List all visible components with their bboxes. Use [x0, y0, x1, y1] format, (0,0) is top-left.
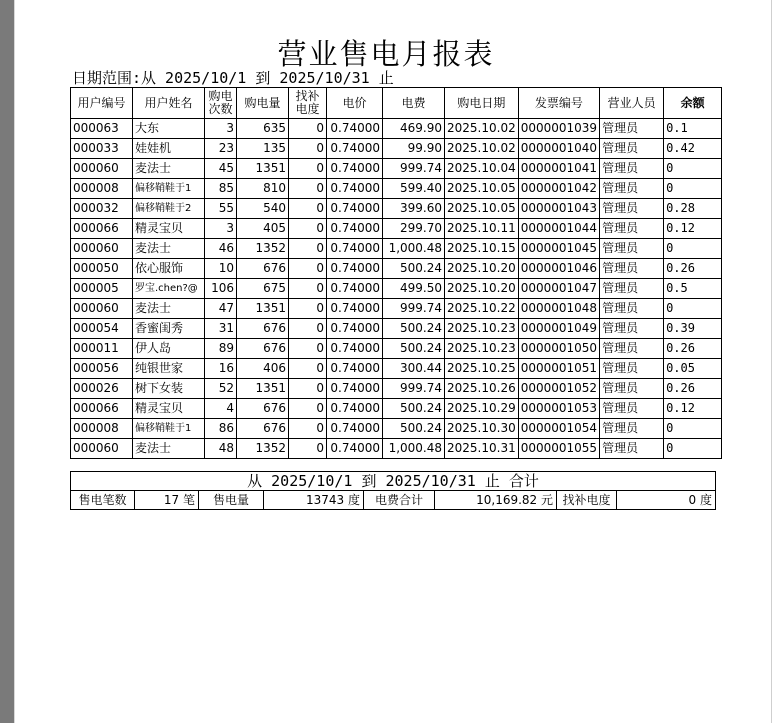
summary-adjust-value: 0 度 [688, 493, 712, 507]
cell-user-name: 香蜜闺秀 [133, 319, 205, 339]
cell-adjust: 0 [289, 219, 327, 239]
cell-user-id: 000060 [71, 439, 133, 459]
cell-purchase-count: 106 [205, 279, 237, 299]
cell-date: 2025.10.31 [445, 439, 519, 459]
cell-purchase-count: 46 [205, 239, 237, 259]
cell-invoice: 0000001049 [518, 319, 599, 339]
date-range: 日期范围:从 2025/10/1 到 2025/10/31 止 [72, 69, 394, 87]
cell-energy: 1351 [237, 159, 289, 179]
cell-adjust: 0 [289, 359, 327, 379]
cell-balance: 0 [664, 159, 722, 179]
cell-purchase-count: 89 [205, 339, 237, 359]
cell-balance: 0.05 [664, 359, 722, 379]
cell-user-name: 大东 [133, 119, 205, 139]
cell-user-name: 麦法士 [133, 439, 205, 459]
cell-operator: 管理员 [600, 299, 664, 319]
table-row [71, 159, 722, 179]
cell-energy: 405 [237, 219, 289, 239]
cell-adjust: 0 [289, 119, 327, 139]
cell-user-id: 000033 [71, 139, 133, 159]
table-row [71, 179, 722, 199]
cell-adjust: 0 [289, 279, 327, 299]
cell-user-name: 罗宝.chen?@ [133, 279, 205, 299]
cell-purchase-count: 52 [205, 379, 237, 399]
cell-operator: 管理员 [600, 219, 664, 239]
cell-operator: 管理员 [600, 379, 664, 399]
cell-energy: 1351 [237, 299, 289, 319]
cell-user-id: 000066 [71, 399, 133, 419]
cell-fee: 1,000.48 [383, 439, 445, 459]
cell-balance: 0 [664, 179, 722, 199]
cell-energy: 1352 [237, 439, 289, 459]
summary-count-label: 售电笔数 [71, 491, 135, 509]
cell-price: 0.74000 [327, 159, 383, 179]
cell-user-id: 000060 [71, 239, 133, 259]
cell-operator: 管理员 [600, 259, 664, 279]
header-price: 电价 [327, 88, 383, 119]
cell-user-name: 娃娃机 [133, 139, 205, 159]
cell-energy: 676 [237, 339, 289, 359]
cell-balance: 0.26 [664, 259, 722, 279]
cell-purchase-count: 16 [205, 359, 237, 379]
cell-price: 0.74000 [327, 119, 383, 139]
cell-energy: 676 [237, 259, 289, 279]
cell-date: 2025.10.20 [445, 259, 519, 279]
cell-adjust: 0 [289, 259, 327, 279]
cell-user-id: 000066 [71, 219, 133, 239]
header-user-name: 用户姓名 [133, 88, 205, 119]
cell-user-name: 精灵宝贝 [133, 219, 205, 239]
cell-purchase-count: 47 [205, 299, 237, 319]
header-adjust: 找补电度 [289, 88, 327, 119]
header-user-id: 用户编号 [71, 88, 133, 119]
cell-user-name: 依心服饰 [133, 259, 205, 279]
cell-operator: 管理员 [600, 239, 664, 259]
cell-adjust: 0 [289, 379, 327, 399]
cell-balance: 0 [664, 239, 722, 259]
cell-price: 0.74000 [327, 239, 383, 259]
cell-fee: 300.44 [383, 359, 445, 379]
cell-price: 0.74000 [327, 399, 383, 419]
cell-date: 2025.10.15 [445, 239, 519, 259]
cell-date: 2025.10.23 [445, 319, 519, 339]
header-operator: 营业人员 [600, 88, 664, 119]
left-margin-bar [0, 0, 14, 723]
cell-user-name: 麦法士 [133, 159, 205, 179]
cell-price: 0.74000 [327, 379, 383, 399]
table-row [71, 399, 722, 419]
summary-count-value: 17 笔 [135, 491, 199, 509]
cell-operator: 管理员 [600, 179, 664, 199]
cell-balance: 0 [664, 439, 722, 459]
header-fee: 电费 [383, 88, 445, 119]
cell-user-id: 000032 [71, 199, 133, 219]
table-row [71, 199, 722, 219]
cell-adjust: 0 [289, 439, 327, 459]
cell-fee: 1,000.48 [383, 239, 445, 259]
cell-operator: 管理员 [600, 319, 664, 339]
cell-energy: 540 [237, 199, 289, 219]
cell-operator: 管理员 [600, 359, 664, 379]
cell-balance: 0.26 [664, 379, 722, 399]
cell-user-id: 000056 [71, 359, 133, 379]
cell-balance: 0.39 [664, 319, 722, 339]
cell-fee: 500.24 [383, 319, 445, 339]
summary-fee-label: 电费合计 [364, 491, 435, 509]
cell-fee: 499.50 [383, 279, 445, 299]
cell-date: 2025.10.25 [445, 359, 519, 379]
cell-price: 0.74000 [327, 419, 383, 439]
cell-purchase-count: 45 [205, 159, 237, 179]
cell-balance: 0.1 [664, 119, 722, 139]
cell-invoice: 0000001054 [518, 419, 599, 439]
cell-fee: 500.24 [383, 399, 445, 419]
cell-adjust: 0 [289, 199, 327, 219]
cell-user-name: 麦法士 [133, 299, 205, 319]
cell-invoice: 0000001053 [518, 399, 599, 419]
cell-operator: 管理员 [600, 139, 664, 159]
table-row [71, 379, 722, 399]
summary-energy-value: 13743 度 [264, 491, 364, 509]
cell-adjust: 0 [289, 319, 327, 339]
cell-date: 2025.10.23 [445, 339, 519, 359]
cell-user-id: 000060 [71, 299, 133, 319]
cell-user-id: 000063 [71, 119, 133, 139]
report-title: 营业售电月报表 [277, 37, 495, 71]
cell-invoice: 0000001047 [518, 279, 599, 299]
table-row [71, 439, 722, 459]
cell-balance: 0.28 [664, 199, 722, 219]
cell-user-name: 麦法士 [133, 239, 205, 259]
cell-date: 2025.10.05 [445, 179, 519, 199]
cell-fee: 99.90 [383, 139, 445, 159]
cell-user-id: 000060 [71, 159, 133, 179]
summary-row [71, 491, 715, 509]
cell-user-id: 000054 [71, 319, 133, 339]
cell-date: 2025.10.02 [445, 119, 519, 139]
cell-price: 0.74000 [327, 179, 383, 199]
cell-energy: 1351 [237, 379, 289, 399]
cell-purchase-count: 23 [205, 139, 237, 159]
cell-adjust: 0 [289, 299, 327, 319]
cell-invoice: 0000001046 [518, 259, 599, 279]
cell-fee: 999.74 [383, 379, 445, 399]
cell-adjust: 0 [289, 399, 327, 419]
table-row [71, 119, 722, 139]
cell-invoice: 0000001045 [518, 239, 599, 259]
cell-energy: 635 [237, 119, 289, 139]
cell-date: 2025.10.29 [445, 399, 519, 419]
cell-invoice: 0000001041 [518, 159, 599, 179]
cell-energy: 676 [237, 319, 289, 339]
cell-purchase-count: 31 [205, 319, 237, 339]
cell-price: 0.74000 [327, 299, 383, 319]
cell-price: 0.74000 [327, 219, 383, 239]
cell-purchase-count: 55 [205, 199, 237, 219]
cell-user-id: 000011 [71, 339, 133, 359]
cell-adjust: 0 [289, 179, 327, 199]
cell-invoice: 0000001043 [518, 199, 599, 219]
cell-price: 0.74000 [327, 439, 383, 459]
cell-user-name: 伊人岛 [133, 339, 205, 359]
cell-invoice: 0000001044 [518, 219, 599, 239]
cell-date: 2025.10.11 [445, 219, 519, 239]
table-header-row [71, 88, 722, 119]
summary-adjust-label: 找补电度 [557, 491, 617, 509]
cell-fee: 500.24 [383, 339, 445, 359]
cell-energy: 406 [237, 359, 289, 379]
cell-date: 2025.10.02 [445, 139, 519, 159]
cell-balance: 0 [664, 299, 722, 319]
cell-price: 0.74000 [327, 259, 383, 279]
cell-user-id: 000026 [71, 379, 133, 399]
cell-adjust: 0 [289, 159, 327, 179]
cell-user-name: 树下女装 [133, 379, 205, 399]
cell-balance: 0.42 [664, 139, 722, 159]
summary-fee-value: 10,169.82 元 [435, 491, 557, 509]
cell-fee: 500.24 [383, 419, 445, 439]
cell-adjust: 0 [289, 419, 327, 439]
cell-fee: 599.40 [383, 179, 445, 199]
cell-price: 0.74000 [327, 319, 383, 339]
cell-user-name: 偏移鞘鞋于1 [133, 179, 205, 199]
summary-title: 从 2025/10/1 到 2025/10/31 止 合计 [71, 472, 715, 491]
cell-price: 0.74000 [327, 139, 383, 159]
summary-box [70, 471, 716, 510]
cell-date: 2025.10.30 [445, 419, 519, 439]
cell-purchase-count: 85 [205, 179, 237, 199]
cell-operator: 管理员 [600, 439, 664, 459]
header-purchase-count: 购电次数 [205, 88, 237, 119]
cell-price: 0.74000 [327, 199, 383, 219]
cell-user-id: 000005 [71, 279, 133, 299]
cell-energy: 810 [237, 179, 289, 199]
cell-adjust: 0 [289, 139, 327, 159]
table-row [71, 419, 722, 439]
header-balance: 余额 [664, 88, 722, 119]
cell-invoice: 0000001055 [518, 439, 599, 459]
cell-user-id: 000008 [71, 179, 133, 199]
cell-operator: 管理员 [600, 119, 664, 139]
cell-date: 2025.10.26 [445, 379, 519, 399]
cell-user-name: 纯银世家 [133, 359, 205, 379]
cell-price: 0.74000 [327, 359, 383, 379]
table-row [71, 299, 722, 319]
cell-balance: 0.5 [664, 279, 722, 299]
cell-user-name: 偏移鞘鞋于2 [133, 199, 205, 219]
table-row [71, 279, 722, 299]
cell-purchase-count: 4 [205, 399, 237, 419]
cell-operator: 管理员 [600, 159, 664, 179]
cell-operator: 管理员 [600, 199, 664, 219]
cell-balance: 0.26 [664, 339, 722, 359]
cell-purchase-count: 86 [205, 419, 237, 439]
cell-date: 2025.10.22 [445, 299, 519, 319]
left-margin-edge [14, 0, 15, 723]
header-date: 购电日期 [445, 88, 519, 119]
cell-user-id: 000008 [71, 419, 133, 439]
cell-date: 2025.10.20 [445, 279, 519, 299]
cell-fee: 999.74 [383, 299, 445, 319]
cell-user-id: 000050 [71, 259, 133, 279]
table-row [71, 339, 722, 359]
cell-purchase-count: 10 [205, 259, 237, 279]
cell-price: 0.74000 [327, 279, 383, 299]
cell-price: 0.74000 [327, 339, 383, 359]
cell-invoice: 0000001050 [518, 339, 599, 359]
cell-invoice: 0000001040 [518, 139, 599, 159]
table-row [71, 139, 722, 159]
cell-fee: 299.70 [383, 219, 445, 239]
cell-balance: 0.12 [664, 219, 722, 239]
cell-operator: 管理员 [600, 279, 664, 299]
cell-invoice: 0000001051 [518, 359, 599, 379]
cell-balance: 0.12 [664, 399, 722, 419]
cell-energy: 675 [237, 279, 289, 299]
summary-energy-label: 售电量 [199, 491, 264, 509]
cell-invoice: 0000001052 [518, 379, 599, 399]
cell-fee: 999.74 [383, 159, 445, 179]
cell-purchase-count: 3 [205, 119, 237, 139]
cell-operator: 管理员 [600, 399, 664, 419]
cell-fee: 399.60 [383, 199, 445, 219]
cell-user-name: 精灵宝贝 [133, 399, 205, 419]
table-row [71, 359, 722, 379]
cell-date: 2025.10.04 [445, 159, 519, 179]
cell-invoice: 0000001048 [518, 299, 599, 319]
cell-energy: 1352 [237, 239, 289, 259]
cell-adjust: 0 [289, 339, 327, 359]
table-row [71, 259, 722, 279]
cell-operator: 管理员 [600, 419, 664, 439]
table-row [71, 219, 722, 239]
cell-date: 2025.10.05 [445, 199, 519, 219]
header-energy: 购电量 [237, 88, 289, 119]
cell-energy: 676 [237, 419, 289, 439]
cell-adjust: 0 [289, 239, 327, 259]
cell-balance: 0 [664, 419, 722, 439]
report-table [70, 87, 722, 459]
cell-fee: 469.90 [383, 119, 445, 139]
cell-energy: 135 [237, 139, 289, 159]
table-row [71, 239, 722, 259]
cell-fee: 500.24 [383, 259, 445, 279]
cell-user-name: 偏移鞘鞋于1 [133, 419, 205, 439]
cell-invoice: 0000001042 [518, 179, 599, 199]
cell-operator: 管理员 [600, 339, 664, 359]
header-invoice: 发票编号 [518, 88, 599, 119]
cell-invoice: 0000001039 [518, 119, 599, 139]
table-row [71, 319, 722, 339]
cell-purchase-count: 48 [205, 439, 237, 459]
cell-purchase-count: 3 [205, 219, 237, 239]
cell-energy: 676 [237, 399, 289, 419]
